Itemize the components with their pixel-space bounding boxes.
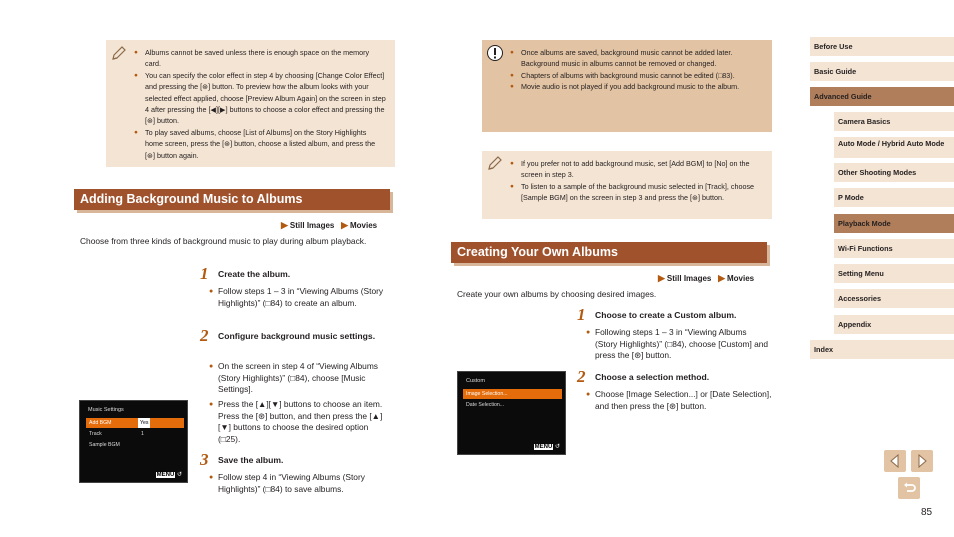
row-label: Add BGM: [89, 420, 112, 426]
bullet-icon: ●: [209, 474, 214, 481]
note-item: ● If you prefer not to add background music, set [Add BGM] to [No] on the screen in step 3.: [510, 158, 765, 181]
step-body: [209, 286, 388, 309]
step-body: [586, 389, 775, 412]
nav-playback-mode[interactable]: Playback Mode: [834, 214, 954, 233]
screen-row-add-bgm: [86, 418, 184, 428]
step-text: Choose [Image Selection...] or [Date Selection], and then press the [⊛] button.: [595, 389, 772, 411]
step-body: [209, 399, 388, 445]
nav-accessories[interactable]: Accessories: [834, 289, 954, 308]
menu-label: MENU: [534, 444, 553, 450]
bullet-icon: ●: [209, 288, 214, 295]
menu-label: MENU: [156, 472, 175, 478]
screen-row-track: [86, 429, 184, 439]
screen-row-date-selection: Date Selection...: [466, 402, 505, 408]
mode-tags: [281, 220, 377, 231]
triangle-icon: ▶: [718, 273, 725, 283]
warning-item: ● Chapters of albums with background music cannot be edited (□83).: [510, 70, 765, 81]
triangle-icon: ▶: [341, 220, 348, 230]
step-title: Choose to create a Custom album.: [595, 310, 737, 320]
section-title-custom: Creating Your Own Albums: [451, 242, 767, 263]
menu-return-icon: MENU ↺: [534, 444, 560, 450]
prev-page-button[interactable]: [884, 450, 906, 472]
step-number: 3: [200, 450, 209, 469]
step-number: 2: [200, 326, 209, 345]
right-note-box: [482, 151, 772, 219]
step-text: Following steps 1 – 3 in “Viewing Albums (Story Highlights)” (□84), choose [Custom] and press the [⊛] button.: [595, 327, 769, 360]
bullet-icon: ●: [586, 329, 591, 336]
menu-return-icon: MENU ↺: [156, 472, 182, 478]
step-title: Create the album.: [218, 269, 291, 279]
pencil-note-icon: [110, 45, 128, 63]
nav-camera-basics[interactable]: Camera Basics: [834, 112, 954, 131]
screen-title: Custom: [466, 378, 485, 384]
camera-screen-music-settings: [79, 400, 188, 483]
warning-item: ● Once albums are saved, background music cannot be added later. Background music in albums cannot be removed or changed.: [510, 47, 765, 70]
step-text: Follow step 4 in “Viewing Albums (Story Highlights)” (□84) to save albums.: [218, 472, 365, 494]
note-item: ● To play saved albums, choose [List of Albums] on the Story Highlights home screen, press the [⊛] button, choose a listed album, and press the [⊛] button again.: [134, 127, 386, 161]
tag-still-images: Still Images: [289, 221, 335, 230]
step-number: 1: [200, 264, 209, 283]
nav-appendix[interactable]: Appendix: [834, 315, 954, 334]
return-button[interactable]: [898, 477, 920, 499]
warning-icon: [486, 44, 504, 62]
nav-advanced-guide[interactable]: Advanced Guide: [810, 87, 954, 106]
nav-basic-guide[interactable]: Basic Guide: [810, 62, 954, 81]
step-text: On the screen in step 4 of “Viewing Albums (Story Highlights)” (□84), choose [Music Settings].: [218, 361, 378, 394]
tag-movies: Movies: [726, 274, 755, 283]
screen-row-image-selection: Image Selection...: [463, 389, 562, 399]
bgm-intro: Choose from three kinds of background music to play during album playback.: [80, 236, 367, 246]
nav-other-shooting-modes[interactable]: Other Shooting Modes: [834, 163, 954, 182]
camera-screen-custom: [457, 371, 566, 455]
next-page-button[interactable]: [911, 450, 933, 472]
triangle-icon: ▶: [281, 220, 288, 230]
row-value: 1: [141, 431, 144, 437]
step-title: Choose a selection method.: [595, 372, 710, 382]
step-body: [209, 472, 388, 495]
row-value: Yes: [140, 420, 149, 426]
screen-row-sample-bgm: Sample BGM: [89, 442, 120, 448]
mode-tags: [658, 273, 754, 284]
bullet-icon: ●: [209, 363, 214, 370]
note-item: ● Albums cannot be saved unless there is enough space on the memory card.: [134, 47, 386, 70]
step-number: 1: [577, 305, 586, 324]
tag-still-images: Still Images: [666, 274, 712, 283]
nav-auto-mode[interactable]: Auto Mode / Hybrid Auto Mode: [834, 137, 954, 158]
step-text: Follow steps 1 – 3 in “Viewing Albums (Story Highlights)” (□84) to create an album.: [218, 286, 384, 308]
custom-intro: Create your own albums by choosing desired images.: [457, 289, 657, 299]
arrow-left-icon: [888, 454, 902, 468]
step-title: Save the album.: [218, 455, 284, 465]
step-body: [586, 327, 770, 362]
pencil-note-icon: [486, 155, 504, 173]
triangle-icon: ▶: [658, 273, 665, 283]
warning-item: ● Movie audio is not played if you add background music to the album.: [510, 81, 765, 92]
nav-setting-menu[interactable]: Setting Menu: [834, 264, 954, 283]
warning-box: [482, 40, 772, 132]
step-number: 2: [577, 367, 586, 386]
return-icon: [902, 481, 916, 495]
nav-wifi-functions[interactable]: Wi-Fi Functions: [834, 239, 954, 258]
tag-movies: Movies: [349, 221, 378, 230]
arrow-right-icon: [915, 454, 929, 468]
screen-title: Music Settings: [88, 407, 124, 413]
nav-p-mode[interactable]: P Mode: [834, 188, 954, 207]
step-text: Press the [▲][▼] buttons to choose an item. Press the [⊛] button, and then press the [▲][▼] buttons to choose the desired option (□25).: [218, 399, 383, 444]
left-note-box: [106, 40, 395, 167]
row-label: Track: [89, 431, 102, 437]
section-title-bgm: Adding Background Music to Albums: [74, 189, 390, 210]
bullet-icon: ●: [586, 391, 591, 398]
bullet-icon: ●: [209, 401, 214, 408]
nav-before-use[interactable]: Before Use: [810, 37, 954, 56]
note-item: ● You can specify the color effect in step 4 by choosing [Change Color Effect] and pressing the [⊛] button. To preview how the album looks with your selected effect applied, choose [Preview Album Again] on the screen in step 4 after pressing the [◀][▶] buttons to choose a color effect and pressing the [⊛] button.: [134, 70, 386, 127]
step-title: Configure background music settings.: [218, 331, 376, 341]
step-body: [209, 361, 388, 396]
note-item: ● To listen to a sample of the background music selected in [Track], choose [Sample BGM] on the screen in step 3 and press the [⊛] button.: [510, 181, 765, 204]
nav-index[interactable]: Index: [810, 340, 954, 359]
page-number: 85: [921, 507, 933, 518]
